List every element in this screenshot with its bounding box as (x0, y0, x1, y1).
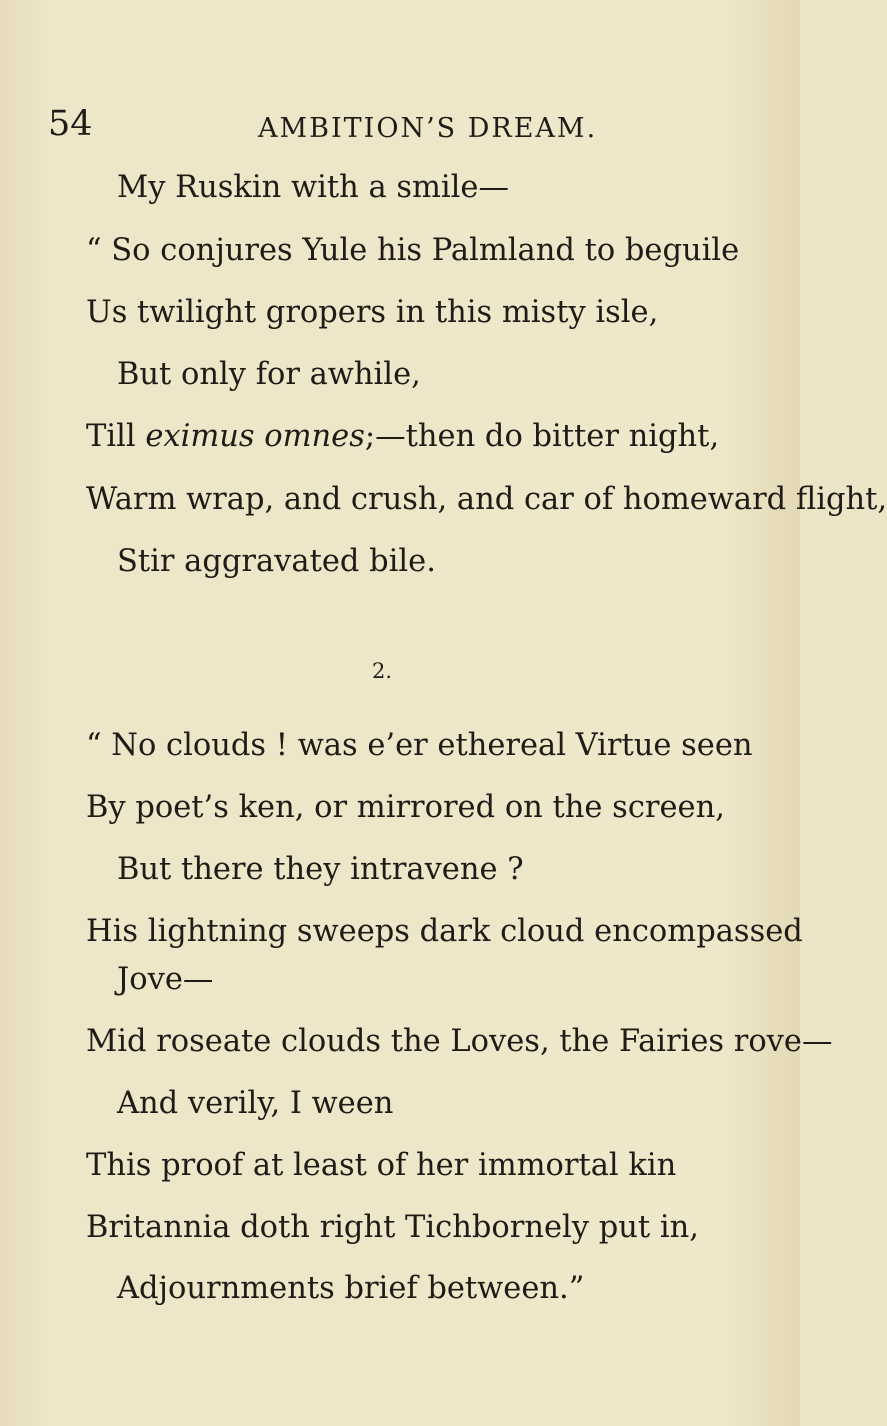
page-number: 54 (48, 104, 93, 144)
poem-line: “ So conjures Yule his Palmland to beguile (86, 233, 740, 268)
section-number: 2. (372, 659, 393, 683)
poem-line: My Ruskin with a smile— (117, 170, 509, 205)
poem-line: Stir aggravated bile. (117, 544, 436, 579)
poem-line: “ No clouds ! was e’er ethereal Virtue seen (86, 728, 753, 763)
poem-line: Britannia doth right Tichbornely put in, (86, 1210, 699, 1245)
poem-line: Us twilight gropers in this misty isle, (86, 295, 659, 330)
poem-line: Adjournments brief between.” (117, 1271, 585, 1306)
poem-line: But there they intravene ? (117, 852, 524, 887)
page-header (0, 104, 800, 154)
running-title: AMBITION’S DREAM. (258, 113, 598, 144)
poem-line: And verily, I ween (117, 1086, 394, 1121)
poem-line: Warm wrap, and crush, and car of homeward flight, (86, 482, 887, 517)
poem-line (86, 417, 719, 457)
poem-line: His lightning sweeps dark cloud encompassed (86, 914, 803, 949)
poem-line: By poet’s ken, or mirrored on the screen, (86, 790, 725, 825)
poem-line: Mid roseate clouds the Loves, the Fairies rove— (86, 1024, 833, 1059)
poem-line: This proof at least of her immortal kin (86, 1148, 677, 1183)
poem-line: But only for awhile, (117, 357, 421, 392)
poem-line-start: Till (86, 419, 146, 454)
poem-line: Jove— (117, 962, 214, 997)
poem-line-end: ;—then do bitter night, (364, 419, 720, 454)
latin-phrase: eximus omnes (145, 419, 365, 454)
